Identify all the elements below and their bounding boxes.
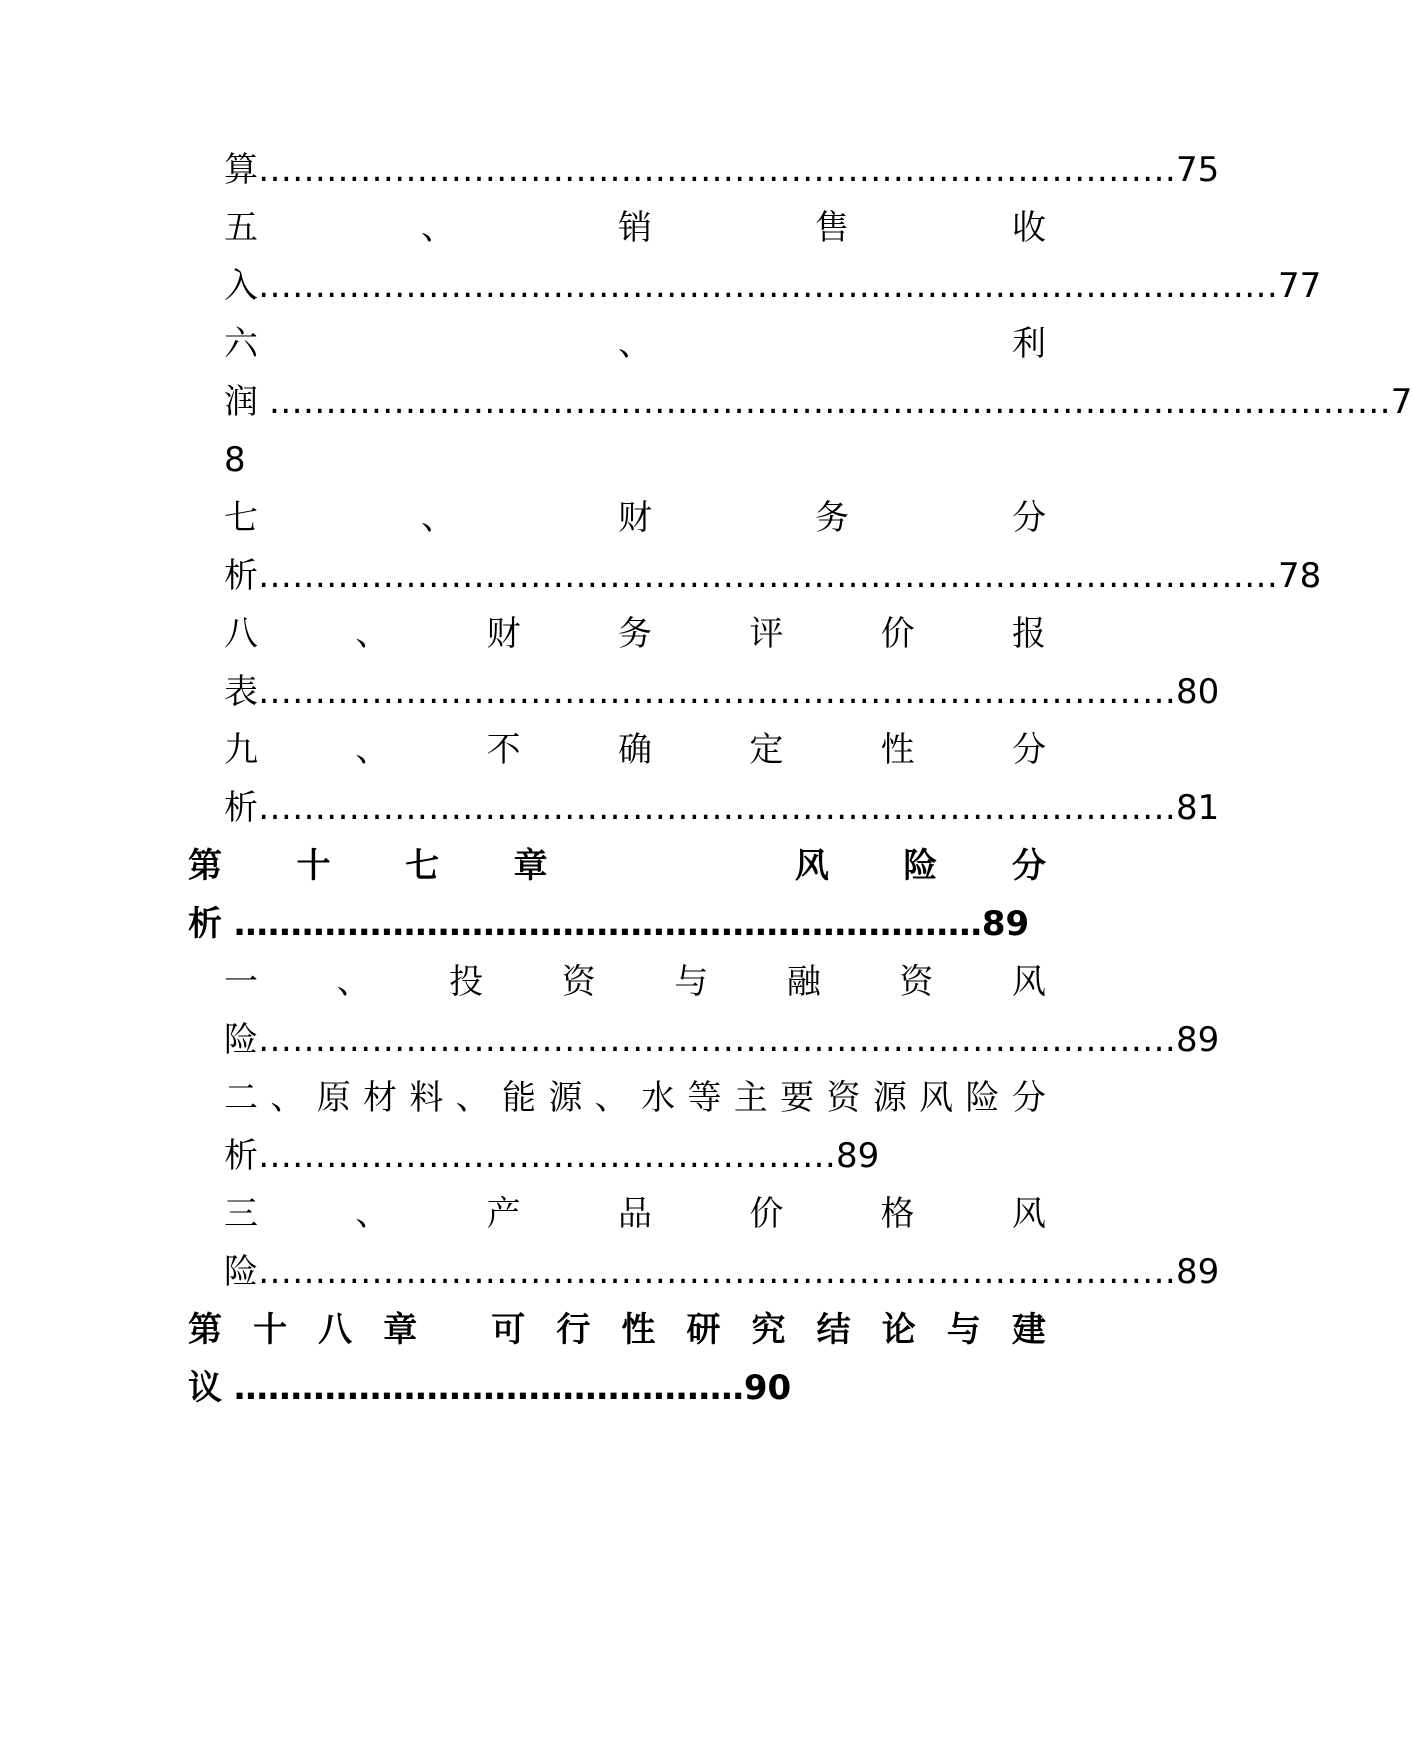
toc-char: 、 — [455, 1078, 490, 1118]
toc-char: 务 — [617, 614, 652, 654]
toc-char: 一 — [224, 962, 258, 1002]
toc-line-9 — [224, 612, 1046, 656]
toc-char: 确 — [617, 730, 652, 770]
toc-char: 章 — [513, 846, 548, 886]
toc-char: 风 — [1011, 962, 1046, 1002]
toc-char: 融 — [786, 962, 821, 1002]
toc-line-12: 析………………………………………………………………………81 — [224, 788, 1220, 828]
toc-line-4 — [224, 322, 1046, 366]
toc-char: 风 — [1011, 1194, 1046, 1234]
toc-line-7 — [224, 496, 1046, 540]
toc-char: 、 — [421, 498, 455, 538]
toc-line-17 — [224, 1076, 1046, 1120]
toc-char — [448, 1308, 460, 1352]
toc-char: 资 — [561, 962, 596, 1002]
toc-char: 第 — [188, 846, 222, 886]
toc-char: 销 — [618, 208, 652, 248]
toc-char: 章 — [383, 1310, 418, 1350]
toc-char: 、 — [270, 1078, 305, 1118]
toc-char: 七 — [405, 846, 440, 886]
toc-line-19 — [224, 1192, 1046, 1236]
toc-chapter-17-heading — [188, 844, 1046, 888]
toc-char: 三 — [224, 1194, 258, 1234]
toc-char: 售 — [815, 208, 849, 248]
toc-line-20: 险………………………………………………………………………89 — [224, 1252, 1220, 1292]
toc-char: 十 — [296, 846, 331, 886]
toc-char: 利 — [1012, 324, 1046, 364]
toc-char: 品 — [617, 1194, 652, 1234]
toc-char: 等 — [687, 1078, 722, 1118]
toc-char: 价 — [749, 1194, 784, 1234]
toc-line-10: 表………………………………………………………………………80 — [224, 672, 1220, 712]
toc-char: 能 — [502, 1078, 537, 1118]
toc-chapter-18-heading — [188, 1308, 1046, 1352]
toc-char: 可 — [491, 1310, 526, 1350]
toc-char: 险 — [965, 1078, 1000, 1118]
toc-char: 第 — [188, 1310, 222, 1350]
toc-char: 研 — [686, 1310, 721, 1350]
toc-char: 务 — [815, 498, 849, 538]
toc-char: 与 — [674, 962, 709, 1002]
toc-char: 定 — [749, 730, 784, 770]
toc-line-2 — [224, 206, 1046, 250]
toc-line-6: 8 — [224, 440, 246, 480]
toc-char: 分 — [1011, 730, 1046, 770]
toc-char: 、 — [421, 208, 455, 248]
toc-char: 价 — [880, 614, 915, 654]
toc-char — [622, 844, 634, 888]
toc-char: 分 — [1011, 1078, 1046, 1118]
toc-char: 资 — [899, 962, 934, 1002]
toc-char: 十 — [253, 1310, 288, 1350]
toc-char: 性 — [880, 730, 915, 770]
toc-char: 九 — [224, 730, 258, 770]
toc-line-16: 险………………………………………………………………………89 — [224, 1020, 1220, 1060]
toc-char: 结 — [816, 1310, 851, 1350]
toc-char: 财 — [618, 498, 652, 538]
toc-char: 材 — [363, 1078, 398, 1118]
toc-char — [709, 844, 721, 888]
toc-char: 、 — [355, 1194, 390, 1234]
toc-char: 、 — [336, 962, 371, 1002]
toc-line-15 — [224, 960, 1046, 1004]
toc-char: 分 — [1011, 846, 1046, 886]
toc-char: 险 — [903, 846, 938, 886]
toc-char: 风 — [794, 846, 829, 886]
toc-char: 产 — [486, 1194, 521, 1234]
toc-char: 二 — [224, 1078, 258, 1118]
toc-char: 分 — [1012, 498, 1046, 538]
toc-char: 主 — [733, 1078, 768, 1118]
toc-char: 五 — [224, 208, 258, 248]
toc-char: 水 — [641, 1078, 676, 1118]
toc-char: 、 — [355, 730, 390, 770]
toc-char: 论 — [881, 1310, 916, 1350]
toc-line-1: 算………………………………………………………………………75 — [224, 150, 1220, 190]
toc-char: 与 — [946, 1310, 981, 1350]
toc-char: 源 — [872, 1078, 907, 1118]
toc-char: 究 — [751, 1310, 786, 1350]
toc-char: 财 — [486, 614, 521, 654]
toc-char: 投 — [449, 962, 484, 1002]
toc-char: 、 — [355, 614, 390, 654]
toc-char: 性 — [621, 1310, 656, 1350]
toc-char: 七 — [224, 498, 258, 538]
toc-line-18: 析……………………………………………89 — [224, 1136, 880, 1176]
toc-line-3: 入………………………………………………………………………………77 — [224, 266, 1322, 306]
toc-char: 收 — [1012, 208, 1046, 248]
toc-char: 八 — [318, 1310, 353, 1350]
toc-chapter-18-page: 议 ………………………………………90 — [188, 1368, 792, 1408]
toc-char: 报 — [1011, 614, 1046, 654]
toc-char: 行 — [556, 1310, 591, 1350]
toc-chapter-17-page: 析 …………………………………………………………89 — [188, 904, 1030, 944]
toc-char: 评 — [749, 614, 784, 654]
toc-char: 八 — [224, 614, 258, 654]
toc-line-8: 析………………………………………………………………………………78 — [224, 556, 1322, 596]
toc-char: 资 — [826, 1078, 861, 1118]
toc-char: 原 — [316, 1078, 351, 1118]
toc-char: 、 — [618, 324, 652, 364]
toc-char: 要 — [780, 1078, 815, 1118]
toc-char: 不 — [486, 730, 521, 770]
toc-char: 风 — [919, 1078, 954, 1118]
toc-char: 料 — [409, 1078, 444, 1118]
toc-char: 、 — [594, 1078, 629, 1118]
toc-char: 六 — [224, 324, 258, 364]
toc-line-5: 润 ………………………………………………………………………………………7 — [224, 382, 1412, 422]
toc-char: 源 — [548, 1078, 583, 1118]
toc-char: 建 — [1011, 1310, 1046, 1350]
toc-line-11 — [224, 728, 1046, 772]
toc-char: 格 — [880, 1194, 915, 1234]
